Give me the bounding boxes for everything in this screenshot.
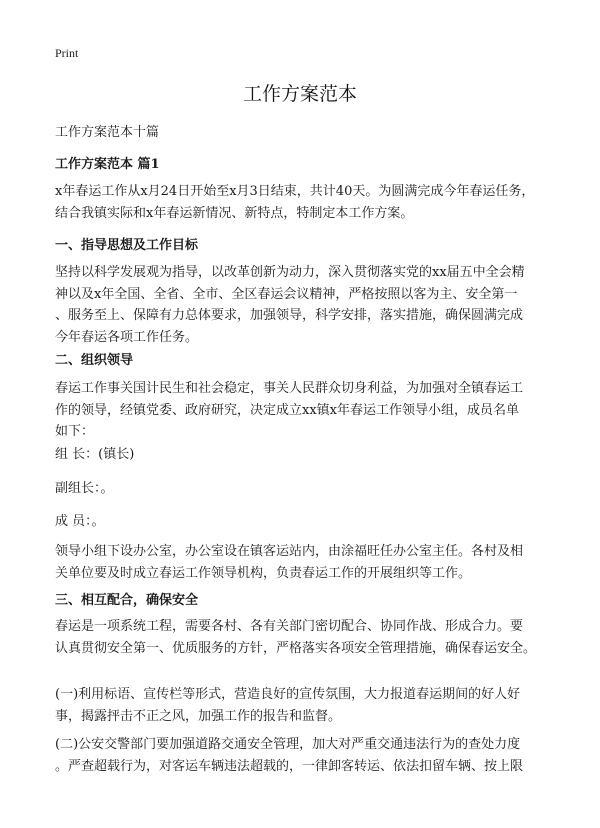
item-two-paragraph [55,734,547,777]
guiding-paragraph [55,262,547,348]
document-subtitle: 工作方案范本十篇 [55,125,160,140]
paragraph-line: 作的领导，经镇党委、政府研究，决定成立xx镇x年春运工作领导小组，成员名单 [55,402,519,418]
office-paragraph [55,541,547,584]
print-label: Print [55,46,79,60]
paragraph-line: 坚持以科学发展观为指导，以改革创新为动力，深入贯彻落实党的xx届五中全会精 [55,265,525,280]
article-heading: 工作方案范本 篇1 [55,157,160,172]
paragraph-line: 如下： [55,424,95,439]
intro-paragraph [55,181,547,224]
deputy-line: 副组长：。 [55,481,114,496]
cooperation-paragraph [55,616,547,659]
section-heading-guiding: 一、指导思想及工作目标 [55,238,199,253]
paragraph-line: (一)利用标语、宣传栏等形式，营造良好的宣传氛围，大力报道春运期间的好人好 [55,687,521,702]
section-heading-cooperation: 三、相互配合，确保安全 [55,593,199,608]
leader-line: 组 长：(镇长) [55,447,135,462]
item-one-paragraph [55,684,547,727]
intro-line: x年春运工作从x月24日开始至x月3日结束，共计40天。为圆满完成今年春运任务， [55,184,535,199]
section-heading-organization: 二、组织领导 [55,353,134,368]
paragraph-line: 。严查超载行为，对客运车辆违法超载的，一律卸客转运、依法扣留车辆、按上限 [55,758,524,774]
organization-paragraph [55,378,547,443]
paragraph-line: 认真贯彻安全第一、优质服务的方针，严格落实各项安全管理措施，确保春运安全。 [55,640,537,656]
intro-line: 结合我镇实际和x年春运新情况、新特点，特制定本工作方案。 [55,205,414,221]
paragraph-line: 关单位要及时成立春运工作领导机构，负责春运工作的开展组织等工作。 [55,565,472,581]
paragraph-line: 、服务至上、保障有力总体要求，加强领导，科学安排，落实措施，确保圆满完成 [55,308,524,323]
paragraph-line: 今年春运各项工作任务。 [55,329,199,345]
members-line: 成 员：。 [55,514,105,529]
paragraph-line: (二)公安交警部门要加强道路交通安全管理，加大对严重交通违法行为的查处力度 [55,737,521,752]
paragraph-line: 春运是一项系统工程，需要各村、各有关部门密切配合、协同作战、形成合力。要 [55,619,524,634]
paragraph-line: 事，揭露抨击不正之风，加强工作的报告和监督。 [55,708,342,724]
paragraph-line: 春运工作事关国计民生和社会稳定，事关人民群众切身利益，为加强对全镇春运工 [55,381,524,396]
paragraph-line: 神以及x年全国、全省、全市、全区春运会议精神，严格按照以客为主、安全第一 [55,286,518,302]
paragraph-line: 领导小组下设办公室，办公室设在镇客运站内，由涂福旺任办公室主任。各村及相 [55,544,524,559]
page-title: 工作方案范本 [242,83,357,105]
